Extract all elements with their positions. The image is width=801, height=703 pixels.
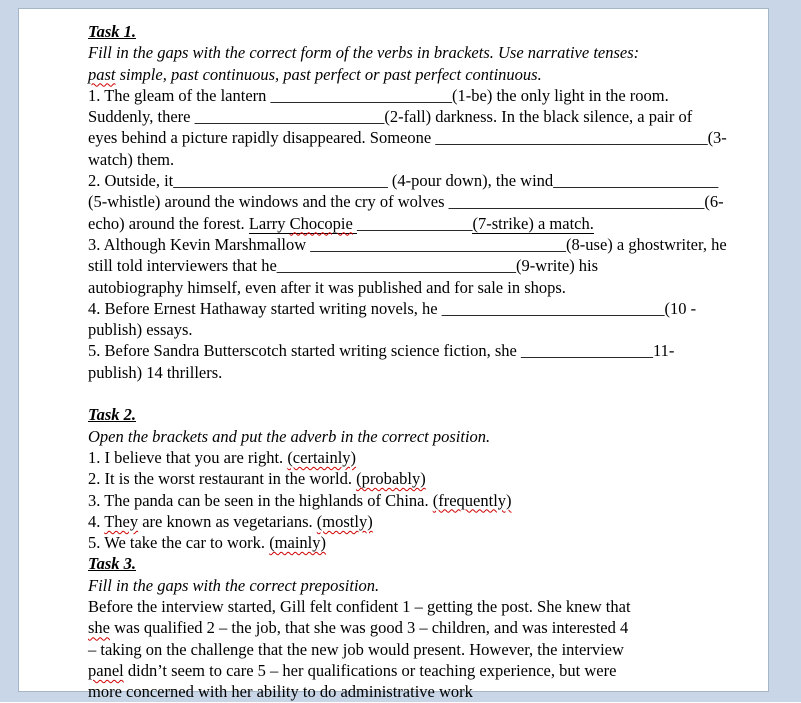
text-segment: (9-write) his: [516, 256, 599, 276]
document-line: [88, 383, 766, 404]
text-segment: still told interviewers that he: [88, 256, 277, 276]
document-line: [88, 447, 766, 468]
text-segment: 5. We take the car to work.: [88, 533, 270, 553]
fill-blank: ________________: [521, 341, 653, 361]
text-segment: publish) essays.: [88, 320, 193, 340]
text-segment: (1-be) the only light in the room.: [452, 85, 669, 105]
document-text: [88, 21, 766, 702]
document-line: [88, 191, 766, 212]
text-segment: Task 1.: [88, 22, 136, 41]
text-segment: publish) 14 thrillers.: [88, 362, 223, 382]
document-line: [88, 468, 766, 489]
document-line: [88, 85, 766, 106]
document-line: [88, 426, 766, 447]
document-line: [88, 213, 766, 234]
fill-blank: _________________________________: [435, 128, 708, 148]
text-segment: Fill in the gaps with the correct form of the verbs in brackets. Use narrative tenses:: [88, 43, 640, 63]
spellcheck-flagged-text: They: [104, 511, 139, 531]
spellcheck-flagged-text: Chocopie: [289, 213, 353, 233]
text-segment: – taking on the challenge that the new job would present. However, the interview: [88, 639, 624, 659]
text-segment: Larry: [248, 213, 290, 233]
text-segment: simple, past continuous, past perfect or past perfect continuous.: [115, 64, 542, 84]
document-line: [88, 298, 766, 319]
text-segment: (4-pour down), the wind: [387, 171, 554, 191]
fill-blank: _______________________: [194, 107, 385, 127]
text-segment: watch) them.: [88, 149, 175, 169]
text-segment: didn’t seem to care 5 – her qualifications or teaching experience, but were: [123, 660, 617, 680]
text-segment: (7-strike) a match.: [472, 213, 594, 233]
text-segment: 11-: [653, 341, 675, 361]
fill-blank: ___________________________: [441, 298, 665, 318]
spellcheck-flagged-text: (probably): [356, 469, 426, 489]
document-line: [88, 277, 766, 298]
document-line: [88, 170, 766, 191]
text-segment: more concerned with her ability to do administrative work: [88, 682, 473, 702]
fill-blank: _______________________________: [448, 192, 705, 212]
spellcheck-flagged-text: panel: [88, 660, 124, 680]
fill-blank: ______________: [356, 213, 473, 233]
document-page[interactable]: [18, 8, 769, 702]
document-line: [88, 596, 766, 617]
text-segment: (8-use) a ghostwriter, he: [566, 234, 727, 254]
text-segment: (6-: [704, 192, 724, 212]
spellcheck-flagged-text: she: [88, 618, 110, 638]
fill-blank: _______________________________: [310, 234, 567, 254]
spellcheck-flagged-text: (frequently): [432, 490, 512, 510]
document-line: [88, 255, 766, 276]
text-segment: Fill in the gaps with the correct preposition.: [88, 575, 380, 595]
spellcheck-flagged-text: (certainly): [287, 447, 357, 467]
text-segment: 5. Before Sandra Butterscotch started writing science fiction, she: [88, 341, 521, 361]
document-line: [88, 575, 766, 596]
text-segment: 1. The gleam of the lantern: [88, 85, 271, 105]
text-segment: 3. The panda can be seen in the highlands of China.: [88, 490, 433, 510]
fill-blank: __________________________: [173, 171, 388, 191]
document-line: [88, 617, 766, 638]
document-line: [88, 511, 766, 532]
text-segment: (2-fall) darkness. In the black silence, a pair of: [384, 107, 693, 127]
text-segment: echo) around the forest.: [88, 213, 249, 233]
document-line: [88, 404, 766, 425]
document-line: [88, 639, 766, 660]
document-line: [88, 362, 766, 383]
text-segment: (10 -: [664, 298, 697, 318]
text-segment: Open the brackets and put the adverb in the correct position.: [88, 426, 491, 446]
spellcheck-flagged-text: (mainly): [269, 533, 327, 553]
document-line: [88, 490, 766, 511]
text-segment: (5-whistle) around the windows and the cry of wolves: [88, 192, 449, 212]
document-line: [88, 553, 766, 574]
document-line: [88, 319, 766, 340]
document-line: [88, 660, 766, 681]
document-line: [88, 21, 766, 42]
text-segment: 2. Outside, it: [88, 171, 174, 191]
document-line: [88, 234, 766, 255]
text-segment: 4.: [88, 511, 105, 531]
text-segment: 1. I believe that you are right.: [88, 447, 288, 467]
document-line: [88, 127, 766, 148]
spellcheck-flagged-text: past: [88, 64, 116, 84]
text-segment: 3. Although Kevin Marshmallow: [88, 234, 311, 254]
text-segment: 4. Before Ernest Hathaway started writing novels, he: [88, 298, 442, 318]
spellcheck-flagged-text: (mostly): [316, 511, 373, 531]
text-segment: 2. It is the worst restaurant in the world.: [88, 469, 357, 489]
text-segment: Task 2.: [88, 405, 136, 425]
text-segment: are known as vegetarians.: [138, 511, 317, 531]
document-line: [88, 532, 766, 553]
document-line: [88, 42, 766, 63]
text-segment: (3-: [707, 128, 727, 148]
document-line: [88, 340, 766, 361]
text-segment: Before the interview started, Gill felt confident 1 – getting the post. She knew that: [88, 597, 631, 617]
fill-blank: ______________________: [270, 85, 453, 105]
text-segment: autobiography himself, even after it was published and for sale in shops.: [88, 277, 566, 297]
text-segment: eyes behind a picture rapidly disappeared. Someone: [88, 128, 436, 148]
fill-blank: _____________________________: [276, 256, 517, 276]
document-line: [88, 64, 766, 85]
fill-blank: ____________________: [553, 171, 719, 191]
document-line: [88, 681, 766, 702]
text-segment: Suddenly, there: [88, 107, 195, 127]
text-segment: Task 3.: [88, 554, 136, 574]
document-line: [88, 106, 766, 127]
text-segment: was qualified 2 – the job, that she was good 3 – children, and was interested 4: [110, 618, 629, 638]
document-line: [88, 149, 766, 170]
